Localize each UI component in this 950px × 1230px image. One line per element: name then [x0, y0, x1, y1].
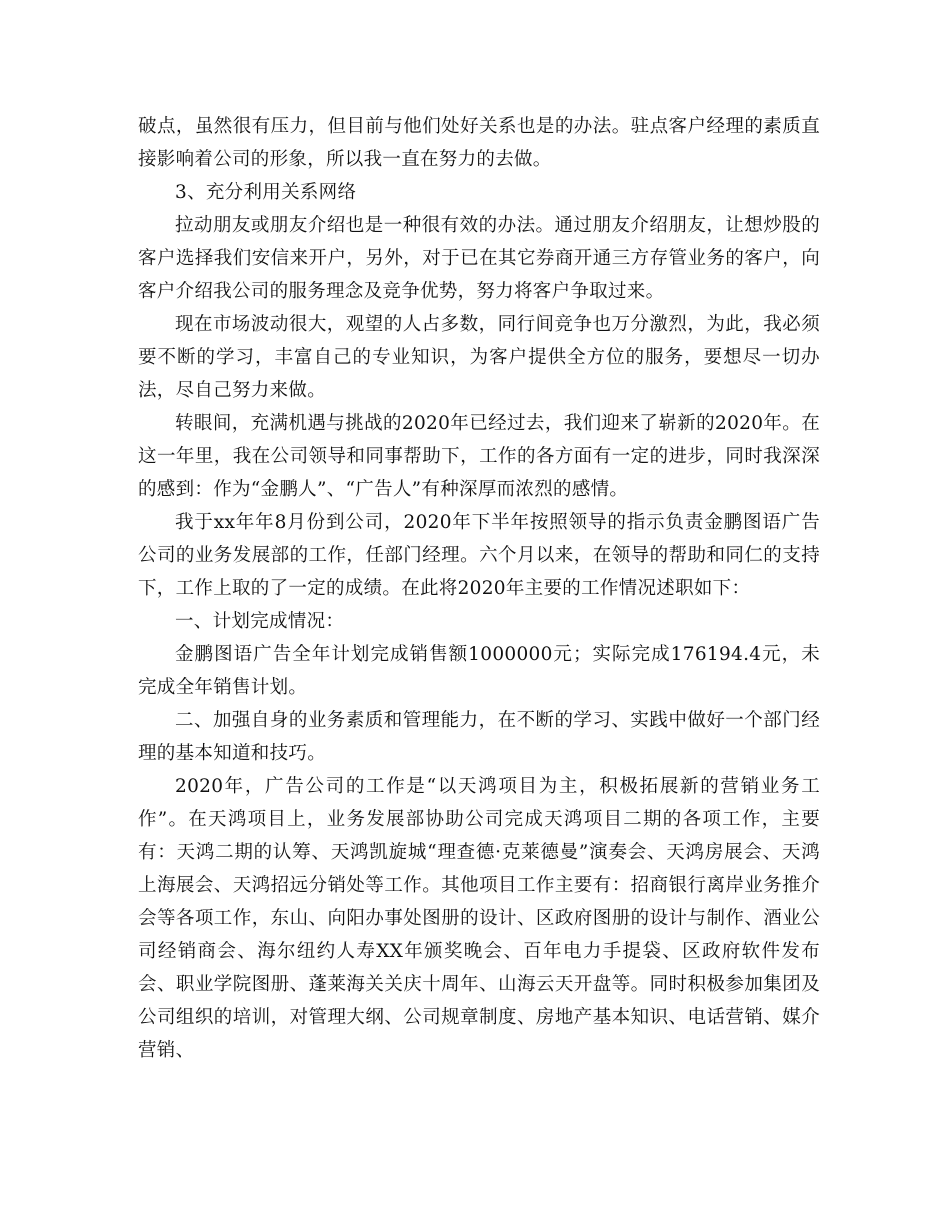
paragraph-8: 金鹏图语广告全年计划完成销售额1000000元；实际完成176194.4元，未完成全年销售计划。: [138, 644, 820, 698]
paragraph-10: 2020年，广告公司的工作是“以天鸿项目为主，积极拓展新的营销业务工作”。在天鸿项目上，业务发展部协助公司完成天鸿项目二期的各项工作，主要有：天鸿二期的认筹、天鸿凯旋城“理查德·克莱德曼”演奏会、天鸿房展会、天鸿上海展会、天鸿招远分销处等工作。其他项目工作主要有：招商银行离岸业务推介会等各项工作，东山、向阳办事处图册的设计、区政府图册的设计与制作、酒业公司经销商会、海尔纽约人寿XX年颁奖晚会、百年电力手提袋、区政府软件发布会、职业学院图册、蓬莱海关关庆十周年、山海云天开盘等。同时积极参加集团及公司组织的培训，对管理大纲、公司规章制度、房地产基本知识、电话营销、媒介营销、: [138, 776, 820, 1061]
paragraph-7: 一、计划完成情况：: [175, 611, 345, 632]
document-body: [138, 110, 820, 1067]
paragraph-9: 二、加强自身的业务素质和管理能力，在不断的学习、实践中做好一个部门经理的基本知道和技巧。: [138, 710, 820, 764]
paragraph-5: 转眼间，充满机遇与挑战的2020年已经过去，我们迎来了崭新的2020年。在这一年里，我在公司领导和同事帮助下，工作的各方面有一定的进步，同时我深深的感到：作为“金鹏人”、“广告人”有种深厚而浓烈的感情。: [138, 413, 820, 500]
paragraph-1: 破点，虽然很有压力，但目前与他们处好关系也是的办法。驻点客户经理的素质直接影响着公司的形象，所以我一直在努力的去做。: [138, 116, 820, 170]
paragraph-2: 3、充分利用关系网络: [175, 182, 357, 203]
paragraph-6: 我于xx年年8月份到公司，2020年下半年按照领导的指示负责金鹏图语广告公司的业务发展部的工作，任部门经理。六个月以来，在领导的帮助和同仁的支持下，工作上取的了一定的成绩。在此将2020年主要的工作情况述职如下：: [138, 512, 820, 599]
paragraph-3: 拉动朋友或朋友介绍也是一种很有效的办法。通过朋友介绍朋友，让想炒股的客户选择我们安信来开户，另外，对于已在其它券商开通三方存管业务的客户，向客户介绍我公司的服务理念及竞争优势，努力将客户争取过来。: [138, 215, 820, 302]
paragraph-4: 现在市场波动很大，观望的人占多数，同行间竞争也万分激烈，为此，我必须要不断的学习，丰富自己的专业知识，为客户提供全方位的服务，要想尽一切办法，尽自己努力来做。: [138, 314, 820, 401]
